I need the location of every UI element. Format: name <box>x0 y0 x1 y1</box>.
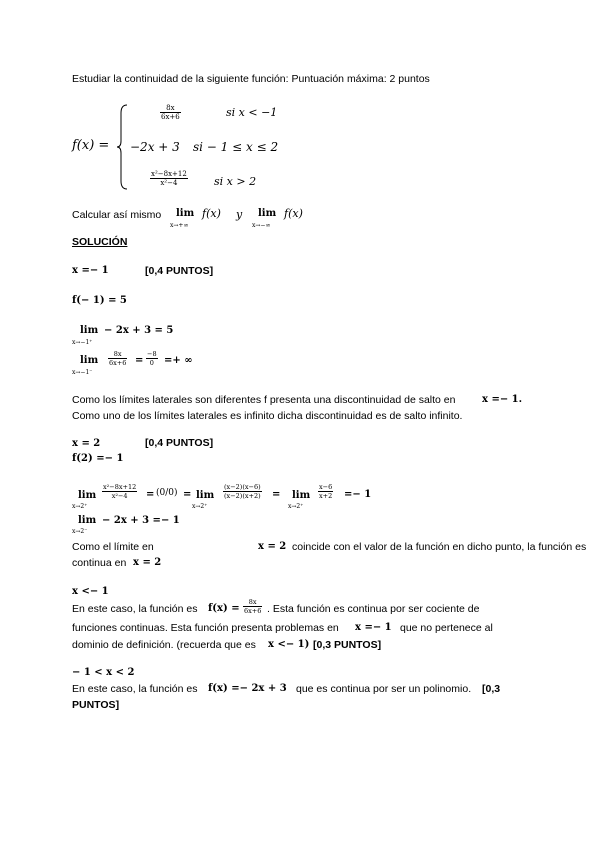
problem-statement: Estudiar la continuidad de la siguiente función: Puntuación máxima: 2 puntos <box>72 73 430 85</box>
equals-sign: = <box>135 355 144 366</box>
case1-condition: si x < −1 <box>226 106 278 119</box>
limit-result: =+ ∞ <box>164 355 193 366</box>
left-brace-icon <box>116 103 130 191</box>
limit-operator: lim <box>176 208 195 219</box>
solution-title: SOLUCIÓN <box>72 236 128 248</box>
limit-fraction: $\frac{8x}{6x+6}$ <box>109 350 127 367</box>
points-label: [0,4 PUNTOS] <box>145 437 214 449</box>
explanation-text: Como el límite en <box>72 541 154 553</box>
indeterminate-form: (0/0) <box>156 488 178 498</box>
limit-operator: lim <box>80 355 99 366</box>
function-name: f(x) = <box>72 138 110 153</box>
equals-sign: = <box>272 489 281 500</box>
limit-subscript: x→−1⁻ <box>72 369 93 376</box>
limit-subscript: x→−∞ <box>252 222 271 229</box>
limit-expression: − 2x + 3 = 5 <box>104 325 174 336</box>
points-label: PUNTOS] <box>72 699 120 711</box>
explanation-text: dominio de definición. (recuerda que es <box>72 639 256 651</box>
limit-subscript: x→2⁺ <box>192 503 208 510</box>
equals-sign: = <box>146 489 155 500</box>
case-heading: − 1 < x < 2 <box>72 667 135 678</box>
case3-fraction: $\frac{\text{x²−8x+12}}{\text{x²−4}}$ <box>151 170 187 187</box>
limit-subscript: x→+∞ <box>170 222 189 229</box>
inline-math: x =− 1 <box>355 622 392 633</box>
inline-fraction: $\frac{8x}{6x+6}$ <box>244 598 262 615</box>
limit-operator: lim <box>78 490 97 501</box>
limits-task-text: Calcular así mismo <box>72 209 162 221</box>
limit-operator: lim <box>196 490 215 501</box>
explanation-text: funciones continuas. Esta función presenta problemas en <box>72 622 339 634</box>
limit-subscript: x→2⁺ <box>288 503 304 510</box>
inline-math: f(x) = <box>208 603 240 614</box>
points-label: [0,3 PUNTOS] <box>313 639 382 651</box>
case2-condition: si − 1 ≤ x ≤ 2 <box>193 140 279 154</box>
limit-fraction: $\frac{\text{x²−8x+12}}{\text{x²−4}}$ <box>103 483 137 500</box>
explanation-text: coincide con el valor de la función en dicho punto, la función es <box>292 541 587 553</box>
inline-math: x =− 1. <box>482 394 523 405</box>
conjunction: y <box>236 208 243 221</box>
explanation-text: Como los límites laterales son diferentes f presenta una discontinuidad de salto en <box>72 394 456 406</box>
case3-condition: si x > 2 <box>214 175 257 188</box>
limit-operator: lim <box>258 208 277 219</box>
limit-subscript: x→−1⁺ <box>72 339 93 346</box>
limit-subscript: x→2⁺ <box>72 503 88 510</box>
explanation-text: que no pertenece al <box>400 622 493 634</box>
case-heading: x =− 1 <box>72 265 109 276</box>
explanation-text: En este caso, la función es <box>72 683 198 695</box>
explanation-text: continua en <box>72 557 127 569</box>
limit-expression: f(x) <box>284 207 303 220</box>
limit-operator: lim <box>292 490 311 501</box>
explanation-text: . Esta función es continua por ser cociente de <box>267 603 480 615</box>
inline-math: x = 2 <box>133 557 162 568</box>
case1-fraction: $\frac{8x}{6x+6}$ <box>161 104 180 121</box>
explanation-text: En este caso, la función es <box>72 603 198 615</box>
limit-expression: − 2x + 3 =− 1 <box>102 515 180 526</box>
limit-operator: lim <box>78 515 97 526</box>
limit-subscript: x→2⁻ <box>72 528 88 535</box>
limit-operator: lim <box>80 325 99 336</box>
case-heading: x = 2 <box>72 438 101 449</box>
limit-fraction: $\frac{x-6}{x+2}$ <box>319 483 333 500</box>
limit-expression: f(x) <box>202 207 221 220</box>
inline-math: x <− 1) <box>268 639 310 650</box>
function-value: f(− 1) = 5 <box>72 295 127 306</box>
explanation-text: Como uno de los límites laterales es infinito dicha discontinuidad es de salto infinito. <box>72 410 463 422</box>
points-label: [0,4 PUNTOS] <box>145 265 214 277</box>
case-heading: x <− 1 <box>72 586 109 597</box>
function-value: f(2) =− 1 <box>72 453 124 464</box>
equals-sign: = <box>183 489 192 500</box>
explanation-text: que es continua por ser un polinomio. <box>296 683 472 695</box>
limit-fraction: $\frac{(x-2)(x-6)}{(x-2)(x+2)}$ <box>224 483 261 500</box>
inline-math: f(x) =− 2x + 3 <box>208 683 287 694</box>
inline-math: x = 2 <box>258 541 287 552</box>
limit-fraction: $\frac{-8}{0}$ <box>147 350 157 367</box>
case2-expression: −2x + 3 <box>130 140 180 154</box>
points-label: [0,3 <box>482 683 501 695</box>
limit-result: =− 1 <box>344 489 372 500</box>
